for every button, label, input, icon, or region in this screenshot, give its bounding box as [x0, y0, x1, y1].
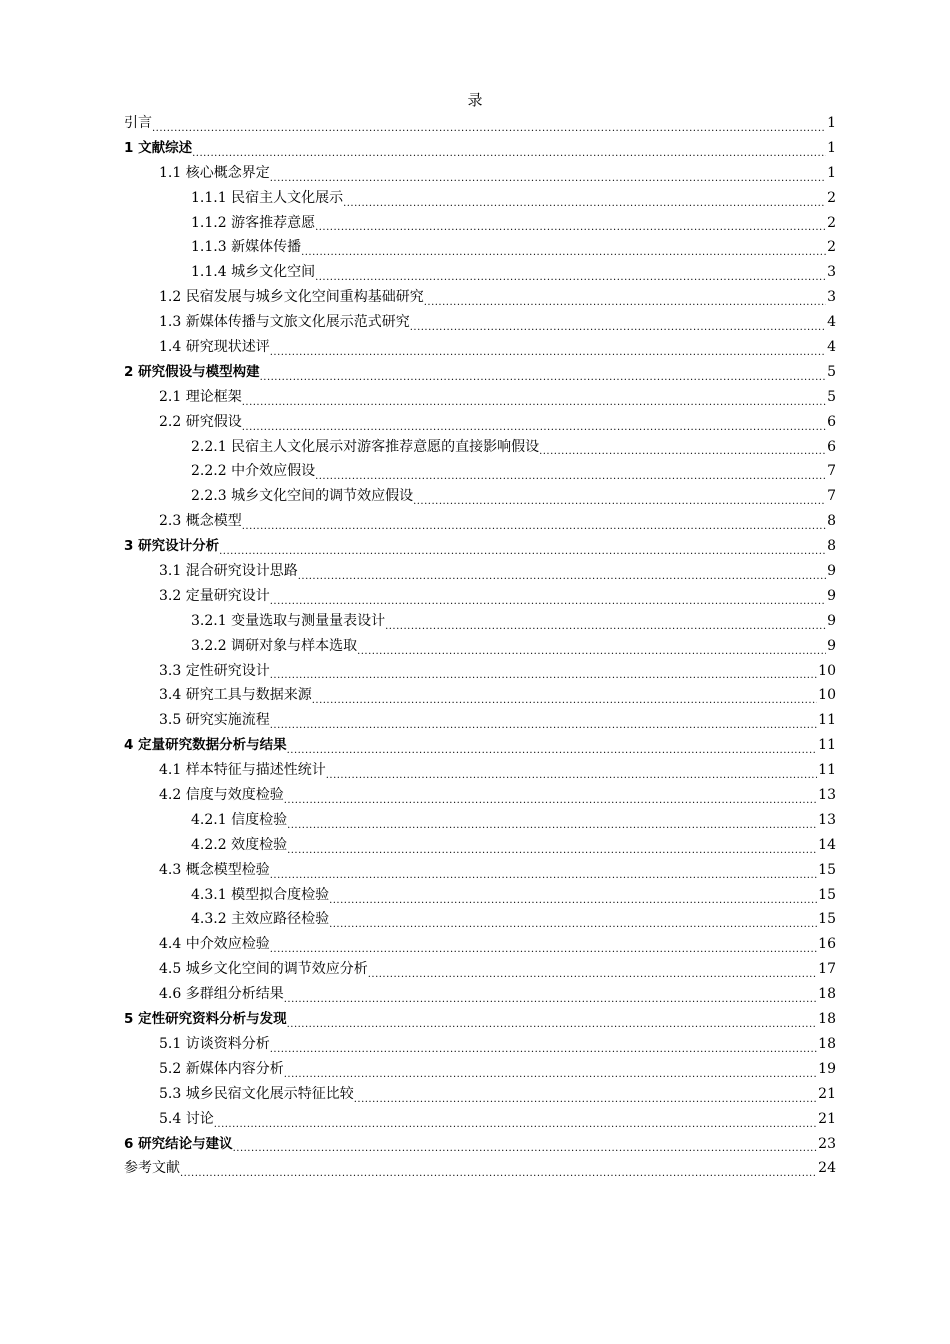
- toc-entry-label: 2.1 理论框架: [159, 388, 242, 405]
- toc-entry[interactable]: [124, 858, 836, 883]
- toc-entry[interactable]: [124, 410, 836, 435]
- toc-entry-page: 1: [827, 114, 836, 131]
- toc-entry-page: 15: [818, 886, 836, 903]
- toc-entry-page: 15: [818, 861, 836, 878]
- toc-entry-page: 9: [827, 637, 836, 654]
- toc-entry-label: 1.2 民宿发展与城乡文化空间重构基础研究: [159, 289, 424, 306]
- toc-entry-label: 2.2.1 民宿主人文化展示对游客推荐意愿的直接影响假设: [191, 438, 540, 455]
- toc-entry-page: 14: [818, 836, 836, 853]
- toc-entry-page: 10: [818, 687, 836, 704]
- toc-entry-label: 3.3 定性研究设计: [159, 662, 270, 679]
- toc-entry-label: 4.5 城乡文化空间的调节效应分析: [159, 961, 368, 978]
- toc-title: 录: [467, 91, 483, 109]
- toc-dot-leader: [284, 982, 817, 1007]
- toc-dot-leader: [315, 459, 826, 484]
- toc-dot-leader: [284, 783, 817, 808]
- toc-entry-page: 9: [827, 612, 836, 629]
- toc-entry-page: 5: [827, 363, 836, 380]
- toc-dot-leader: [357, 634, 826, 659]
- toc-entry[interactable]: [124, 1082, 836, 1107]
- toc-entry[interactable]: [124, 833, 836, 858]
- toc-dot-leader: [287, 1007, 818, 1032]
- toc-entry-page: 3: [827, 289, 836, 306]
- toc-dot-leader: [413, 484, 826, 509]
- toc-entry[interactable]: [124, 136, 836, 161]
- toc-entry-label: 2 研究假设与模型构建: [124, 363, 260, 380]
- toc-entry-label: 4.2.2 效度检验: [191, 836, 288, 853]
- toc-entry-label: 4.3 概念模型检验: [159, 861, 270, 878]
- toc-entry-label: 5.3 城乡民宿文化展示特征比较: [159, 1085, 354, 1102]
- toc-entry[interactable]: [124, 683, 836, 708]
- toc-entry-page: 11: [818, 712, 836, 729]
- toc-entry-label: 1 文献综述: [124, 139, 193, 156]
- toc-entry[interactable]: [124, 783, 836, 808]
- toc-dot-leader: [539, 435, 826, 460]
- toc-entry-label: 5 定性研究资料分析与发现: [124, 1011, 287, 1028]
- toc-entry-page: 3: [827, 264, 836, 281]
- toc-entry-label: 4.4 中介效应检验: [159, 936, 270, 953]
- toc-dot-leader: [368, 957, 817, 982]
- toc-entry[interactable]: [124, 758, 836, 783]
- toc-entry[interactable]: [124, 1156, 836, 1181]
- toc-dot-leader: [270, 584, 826, 609]
- toc-entry[interactable]: [124, 808, 836, 833]
- toc-entry-label: 4.1 样本特征与描述性统计: [159, 762, 326, 779]
- toc-entry-label: 2.3 概念模型: [159, 513, 242, 530]
- toc-dot-leader: [287, 808, 817, 833]
- toc-entry-page: 18: [818, 1011, 836, 1028]
- toc-entry[interactable]: [124, 260, 836, 285]
- toc-dot-leader: [287, 833, 817, 858]
- toc-entry-page: 7: [827, 463, 836, 480]
- toc-entry-label: 3.2.2 调研对象与样本选取: [191, 637, 358, 654]
- toc-entry-label: 4.3.1 模型拟合度检验: [191, 886, 330, 903]
- toc-dot-leader: [385, 609, 826, 634]
- toc-dot-leader: [287, 733, 818, 758]
- toc-entry-label: 4 定量研究数据分析与结果: [124, 737, 287, 754]
- toc-entry[interactable]: [124, 459, 836, 484]
- toc-entry-page: 16: [818, 936, 836, 953]
- toc-entry[interactable]: [124, 335, 836, 360]
- toc-entry[interactable]: [124, 584, 836, 609]
- toc-entry-page: 13: [818, 811, 836, 828]
- toc-dot-leader: [242, 509, 826, 534]
- toc-entry-label: 5.4 讨论: [159, 1110, 214, 1127]
- toc-dot-leader: [284, 1057, 817, 1082]
- toc-entry[interactable]: [124, 1132, 836, 1157]
- toc-entry[interactable]: [124, 733, 836, 758]
- toc-dot-leader: [354, 1082, 817, 1107]
- toc-entry[interactable]: [124, 435, 836, 460]
- toc-entry-label: 1.1.1 民宿主人文化展示: [191, 189, 344, 206]
- toc-entry[interactable]: [124, 509, 836, 534]
- toc-entry-label: 4.3.2 主效应路径检验: [191, 911, 330, 928]
- toc-dot-leader: [270, 708, 817, 733]
- toc-entry[interactable]: [124, 360, 836, 385]
- toc-entry[interactable]: [124, 310, 836, 335]
- toc-entry[interactable]: [124, 285, 836, 310]
- toc-entry-label: 1.1.4 城乡文化空间: [191, 264, 316, 281]
- toc-entry[interactable]: [124, 534, 836, 559]
- toc-dot-leader: [329, 908, 817, 933]
- toc-entry[interactable]: [124, 883, 836, 908]
- toc-dot-leader: [152, 111, 826, 136]
- toc-dot-leader: [219, 534, 826, 559]
- toc-entry-page: 6: [827, 438, 836, 455]
- toc-entry[interactable]: [124, 1107, 836, 1132]
- toc-entry[interactable]: [124, 1007, 836, 1032]
- toc-entry-label: 3.4 研究工具与数据来源: [159, 687, 312, 704]
- toc-entry-label: 1.1.2 游客推荐意愿: [191, 214, 316, 231]
- toc-entry-page: 2: [827, 239, 836, 256]
- toc-entry[interactable]: [124, 161, 836, 186]
- toc-entry-page: 10: [818, 662, 836, 679]
- toc-entry-page: 11: [818, 762, 836, 779]
- toc-dot-leader: [192, 136, 826, 161]
- toc-entry-label: 2.2.2 中介效应假设: [191, 463, 316, 480]
- toc-entry-page: 4: [827, 339, 836, 355]
- toc-dot-leader: [214, 1107, 817, 1132]
- toc-entry-page: 24: [818, 1160, 836, 1177]
- toc-entry[interactable]: [124, 1057, 836, 1082]
- toc-entry-label: 3 研究设计分析: [124, 538, 220, 555]
- toc-entry-label: 1.1.3 新媒体传播: [191, 239, 302, 256]
- toc-entry-page: 18: [818, 1035, 836, 1052]
- toc-entry-page: 18: [818, 986, 836, 1003]
- toc-dot-leader: [233, 1132, 818, 1157]
- toc-entry-page: 23: [818, 1135, 836, 1152]
- toc-dot-leader: [242, 410, 826, 435]
- toc-entry-page: 7: [827, 488, 836, 505]
- toc-dot-leader: [312, 683, 817, 708]
- toc-entry-page: 1: [827, 164, 836, 181]
- toc-entry[interactable]: [124, 609, 836, 634]
- toc-entry-label: 3.2.1 变量选取与测量量表设计: [191, 612, 386, 629]
- toc-entry-page: 1: [827, 139, 836, 156]
- toc-entry-page: 9: [827, 563, 836, 580]
- toc-entry-label: 3.5 研究实施流程: [159, 712, 270, 729]
- toc-dot-leader: [410, 310, 826, 335]
- toc-dot-leader: [270, 858, 817, 883]
- toc-entry-page: 21: [818, 1110, 836, 1127]
- toc-entry[interactable]: [124, 1032, 836, 1057]
- toc-entry[interactable]: [124, 908, 836, 933]
- toc-dot-leader: [270, 659, 817, 684]
- toc-entry[interactable]: [124, 235, 836, 260]
- toc-dot-leader: [315, 260, 826, 285]
- toc-entry-label: 4.6 多群组分析结果: [159, 986, 284, 1003]
- toc-entry[interactable]: [124, 659, 836, 684]
- toc-entry-page: 5: [827, 388, 836, 405]
- toc-dot-leader: [180, 1156, 817, 1181]
- toc-dot-leader: [260, 360, 826, 385]
- toc-entry-page: 4: [827, 314, 836, 331]
- toc-entry-label: 引言: [124, 114, 152, 131]
- toc-entry-label: 1.4 研究现状述评: [159, 339, 270, 355]
- toc-entry[interactable]: [124, 559, 836, 584]
- toc-entry-page: 19: [818, 1060, 836, 1077]
- toc-entry-label: 1.1 核心概念界定: [159, 164, 270, 181]
- toc-entry[interactable]: [124, 957, 836, 982]
- table-of-contents: [124, 111, 836, 1181]
- toc-entry-label: 1.3 新媒体传播与文旅文化展示范式研究: [159, 314, 410, 331]
- toc-entry-page: 15: [818, 911, 836, 928]
- toc-entry-label: 5.2 新媒体内容分析: [159, 1060, 284, 1077]
- toc-entry-label: 6 研究结论与建议: [124, 1135, 233, 1152]
- toc-entry-page: 11: [818, 737, 836, 754]
- toc-entry-page: 17: [818, 961, 836, 978]
- toc-entry-page: 8: [827, 513, 836, 530]
- toc-dot-leader: [326, 758, 817, 783]
- toc-entry-label: 4.2.1 信度检验: [191, 811, 288, 828]
- toc-entry-label: 2.2.3 城乡文化空间的调节效应假设: [191, 488, 414, 505]
- toc-entry[interactable]: [124, 484, 836, 509]
- toc-entry-label: 3.2 定量研究设计: [159, 587, 270, 604]
- toc-dot-leader: [424, 285, 826, 310]
- toc-entry[interactable]: [124, 982, 836, 1007]
- toc-dot-leader: [315, 211, 826, 236]
- toc-dot-leader: [270, 1032, 817, 1057]
- toc-entry-page: 9: [827, 587, 836, 604]
- toc-dot-leader: [343, 186, 826, 211]
- toc-entry-page: 21: [818, 1085, 836, 1102]
- toc-entry-page: 8: [827, 538, 836, 555]
- toc-dot-leader: [329, 883, 817, 908]
- toc-entry-page: 6: [827, 413, 836, 430]
- toc-dot-leader: [298, 559, 826, 584]
- toc-entry[interactable]: [124, 385, 836, 410]
- toc-entry[interactable]: [124, 708, 836, 733]
- toc-entry[interactable]: [124, 211, 836, 236]
- toc-dot-leader: [270, 335, 826, 360]
- toc-dot-leader: [242, 385, 826, 410]
- toc-entry-label: 3.1 混合研究设计思路: [159, 563, 298, 580]
- toc-entry[interactable]: [124, 932, 836, 957]
- toc-entry-label: 4.2 信度与效度检验: [159, 787, 284, 804]
- toc-entry-page: 2: [827, 214, 836, 231]
- toc-entry[interactable]: [124, 111, 836, 136]
- toc-dot-leader: [270, 161, 826, 186]
- toc-entry[interactable]: [124, 186, 836, 211]
- toc-dot-leader: [301, 235, 826, 260]
- toc-entry[interactable]: [124, 634, 836, 659]
- toc-entry-label: 2.2 研究假设: [159, 413, 242, 430]
- toc-dot-leader: [270, 932, 817, 957]
- toc-entry-label: 5.1 访谈资料分析: [159, 1035, 270, 1052]
- toc-entry-page: 13: [818, 787, 836, 804]
- toc-entry-page: 2: [827, 189, 836, 206]
- toc-entry-label: 参考文献: [124, 1160, 180, 1177]
